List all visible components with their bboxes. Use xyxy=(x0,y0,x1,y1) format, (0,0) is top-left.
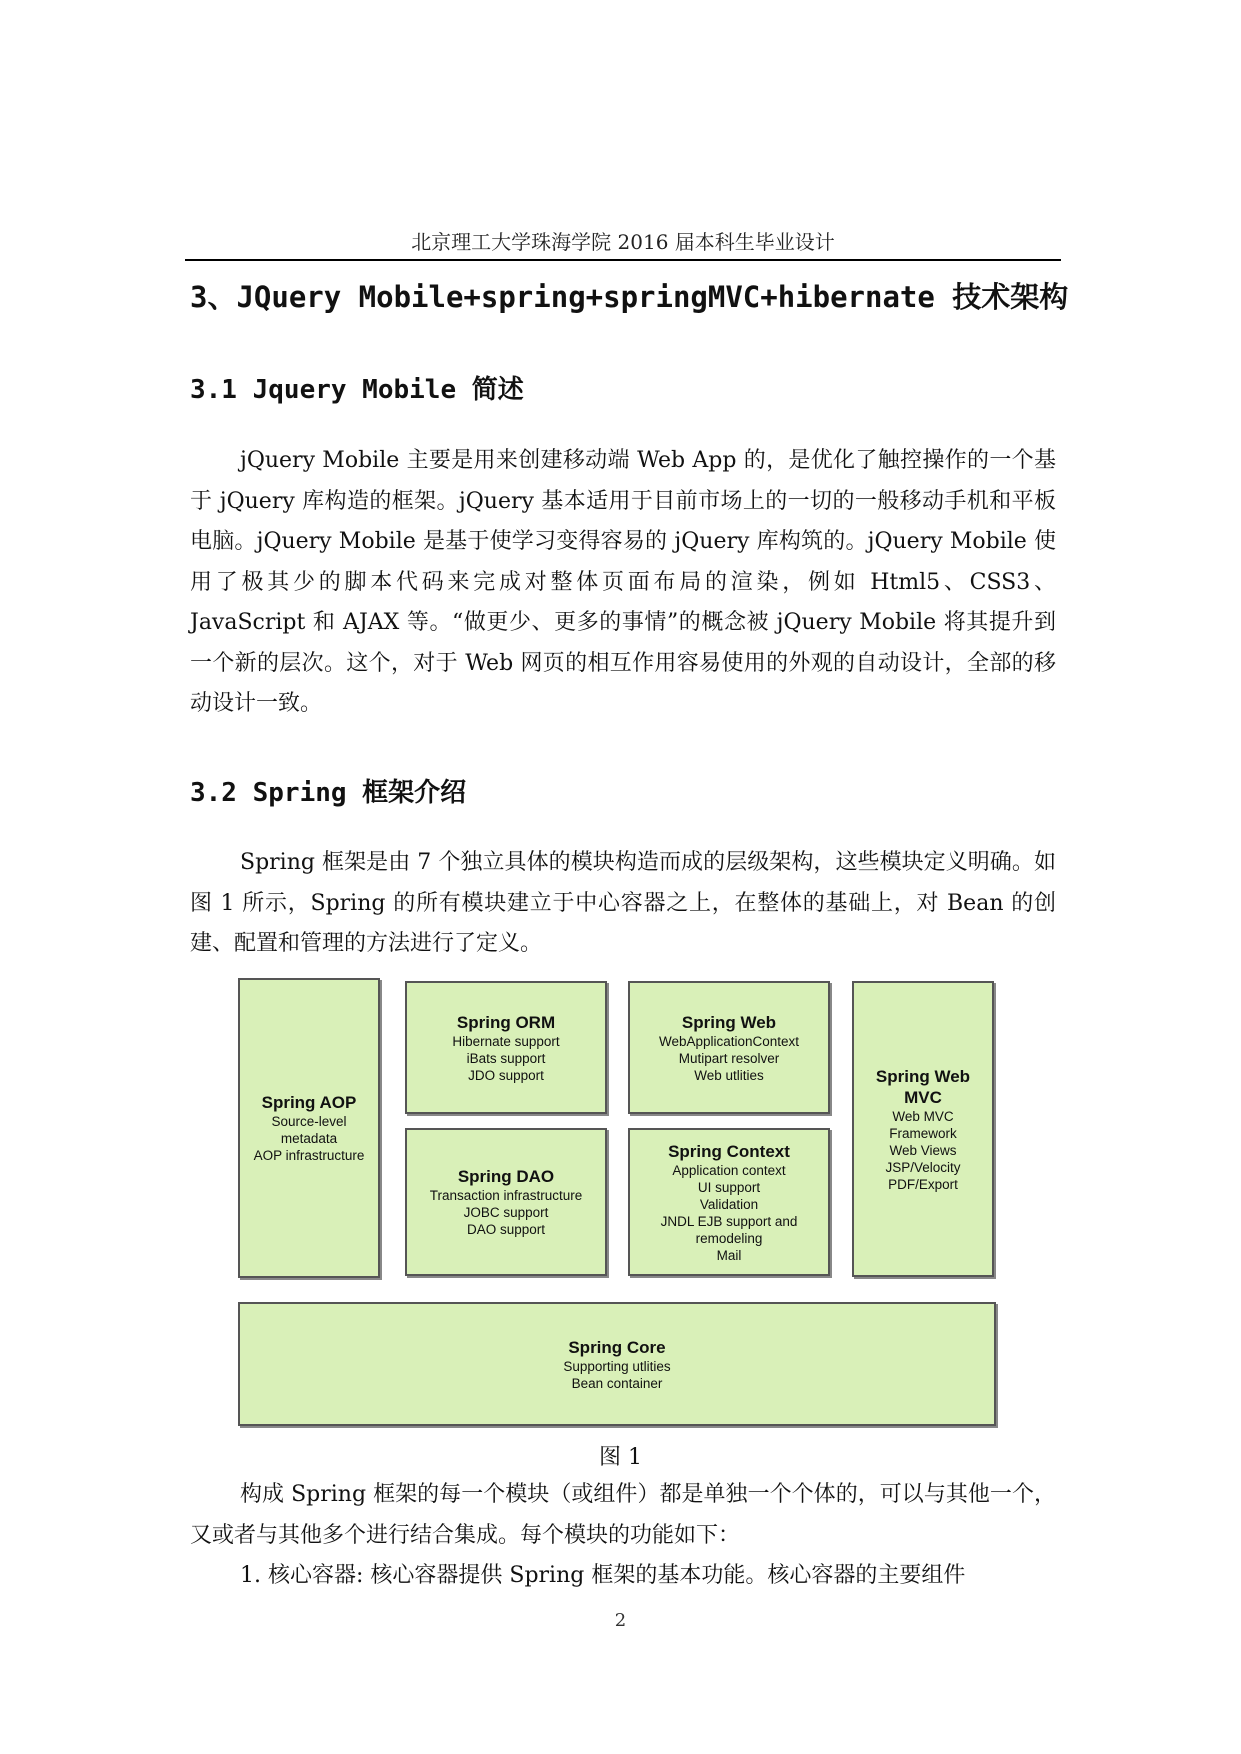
module-line: Application context xyxy=(672,1162,786,1178)
subsection-title-3-1: 3.1 Jquery Mobile 简述 xyxy=(190,375,524,405)
paragraph-spring-intro: Spring 框架是由 7 个独立具体的模块构造而成的层级架构，这些模块定义明确。如图 1 所示，Spring 的所有模块建立于中心容器之上，在整体的基础上，对 Bean 的创建、配置和管理的方法进行了定义。 xyxy=(190,850,1056,956)
module-line: Mail xyxy=(716,1247,742,1263)
module-spring-core xyxy=(238,1302,996,1426)
module-title: Spring Core xyxy=(568,1337,666,1357)
module-line: AOP infrastructure xyxy=(253,1148,365,1163)
module-spring-aop xyxy=(238,978,380,1278)
module-line: Bean container xyxy=(571,1375,663,1391)
module-line: Mutipart resolver xyxy=(678,1050,780,1066)
module-line: JOBC support xyxy=(463,1205,549,1220)
paragraph-core-container: 1. 核心容器: 核心容器提供 Spring 框架的基本功能。核心容器的主要组件 xyxy=(240,1563,966,1588)
module-spring-dao xyxy=(405,1128,607,1276)
spring-architecture-diagram xyxy=(238,978,1000,1430)
module-line: Web Views xyxy=(889,1142,957,1158)
module-spring-orm xyxy=(405,981,607,1114)
header-rule xyxy=(185,259,1061,261)
module-line: DAO support xyxy=(466,1222,546,1237)
module-title: Spring AOP xyxy=(261,1093,357,1112)
module-line: Validation xyxy=(699,1196,759,1212)
module-line: metadata xyxy=(280,1131,338,1146)
section-title: 3、JQuery Mobile+spring+springMVC+hibernate 技术架构 xyxy=(190,280,1069,314)
module-line: Web utlities xyxy=(694,1067,764,1083)
figure-caption: 图 1 xyxy=(599,1445,642,1470)
module-line: JDO support xyxy=(468,1067,544,1083)
module-title: MVC xyxy=(904,1087,942,1107)
subsection-title-3-2: 3.2 Spring 框架介绍 xyxy=(190,778,467,808)
module-title: Spring DAO xyxy=(457,1167,555,1186)
module-line: JSP/Velocity xyxy=(885,1159,961,1175)
page-number: 2 xyxy=(614,1610,627,1631)
page-header: 北京理工大学珠海学院 2016 届本科生毕业设计 xyxy=(411,230,835,254)
module-line: PDF/Export xyxy=(888,1176,958,1192)
module-line: WebApplicationContext xyxy=(658,1033,800,1049)
paragraph-spring-modules: 构成 Spring 框架的每一个模块（或组件）都是单独一个个体的，可以与其他一个，又或者与其他多个进行结合集成。每个模块的功能如下： xyxy=(190,1482,1056,1548)
module-title: Spring Web xyxy=(681,1012,777,1032)
module-spring-context xyxy=(628,1128,830,1276)
module-line: JNDL EJB support and xyxy=(660,1213,798,1229)
module-line: Transaction infrastructure xyxy=(429,1188,583,1203)
module-line: Web MVC xyxy=(892,1108,954,1124)
module-line: iBats support xyxy=(466,1050,546,1066)
module-title: Spring Web xyxy=(875,1066,971,1086)
module-title: Spring ORM xyxy=(456,1012,556,1032)
module-line: Source-level xyxy=(271,1114,347,1129)
module-line: UI support xyxy=(697,1179,761,1195)
module-spring-web xyxy=(628,981,830,1114)
module-line: remodeling xyxy=(695,1230,763,1246)
module-line: Supporting utlities xyxy=(563,1358,671,1374)
module-spring-web-mvc xyxy=(852,981,994,1277)
module-title: Spring Context xyxy=(668,1141,790,1161)
module-line: Hibernate support xyxy=(452,1033,560,1049)
paragraph-jquery-mobile: jQuery Mobile 主要是用来创建移动端 Web App 的，是优化了触控操作的一个基于 jQuery 库构造的框架。jQuery 基本适用于目前市场上的一切的一般移动手机和平板电脑。jQuery Mobile 是基于使学习变得容易的 jQuery 库构筑的。jQuery Mobile 使用了极其少的脚本代码来完成对整体页面布局的渲染，例如 Html5、CSS3、JavaScript 和 AJAX 等。“做更少、更多的事情”的概念被 jQuery Mobile 将其提升到一个新的层次。这个，对于 Web 网页的相互作用容易使用的外观的自动设计，全部的移动设计一致。 xyxy=(190,448,1056,716)
module-line: Framework xyxy=(889,1125,957,1141)
